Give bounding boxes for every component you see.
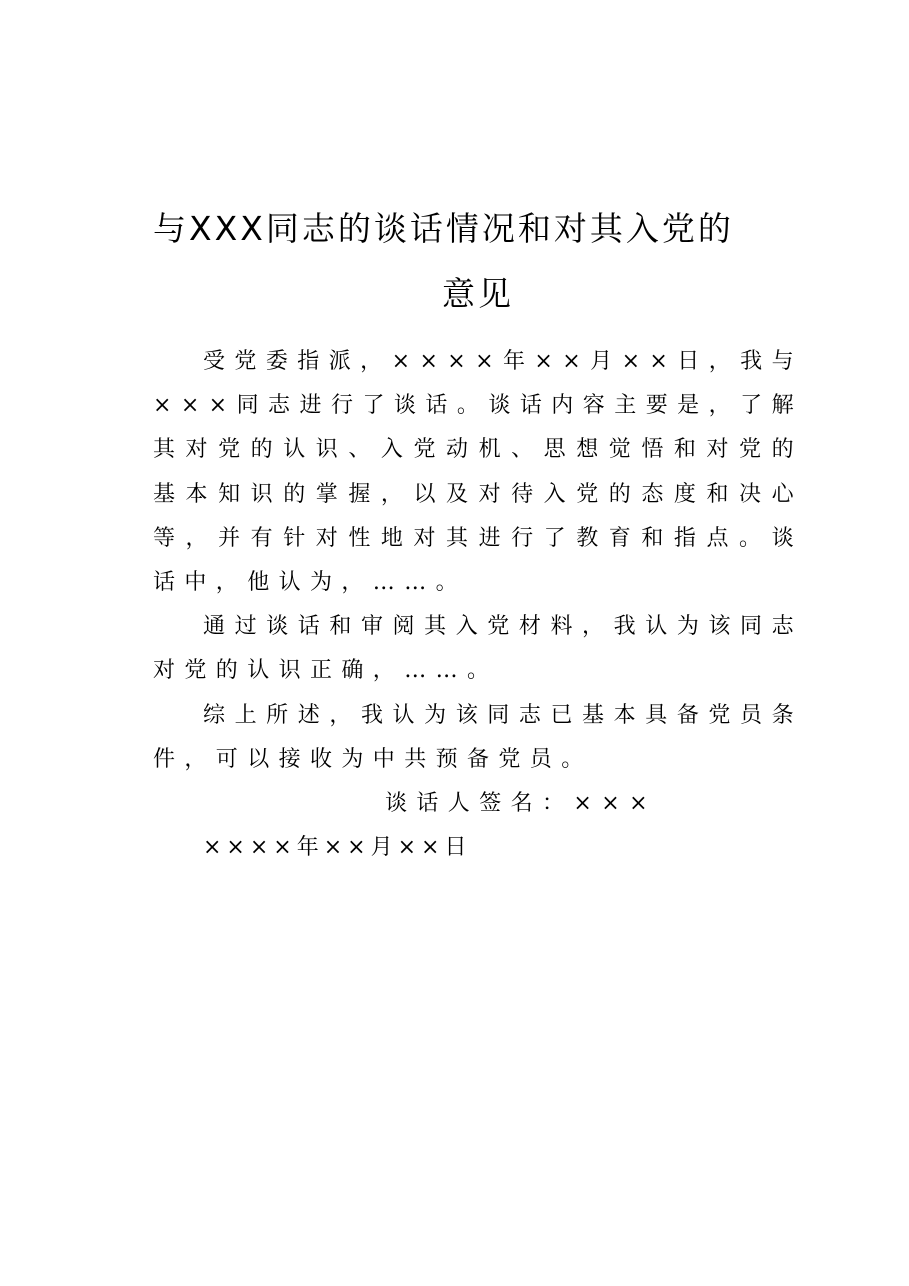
signature-line: 谈话人签名：×××	[385, 791, 657, 817]
paragraph-interview-summary: 受党委指派，××××年××月××日，我与×××同志进行了谈话。谈话内容主要是，了解其对党的认识、入党动机、思想觉悟和对党的基本知识的掌握，以及对待入党的态度和决心等，并有针对性地对其进行了教育和指点。谈话中，他认为，……。	[153, 349, 803, 596]
document-content	[153, 200, 803, 870]
paragraph-conclusion: 综上所述，我认为该同志已基本具备党员条件，可以接收为中共预备党员。	[153, 702, 803, 772]
document-title-line-2: 意见	[442, 274, 514, 313]
document-title-line-1: 与XXX同志的谈话情况和对其入党的	[153, 209, 734, 248]
document-body	[153, 340, 803, 870]
signature-date: ××××年××月××日	[203, 835, 472, 861]
paragraph-assessment: 通过谈话和审阅其入党材料，我认为该同志对党的认识正确，……。	[153, 614, 803, 684]
